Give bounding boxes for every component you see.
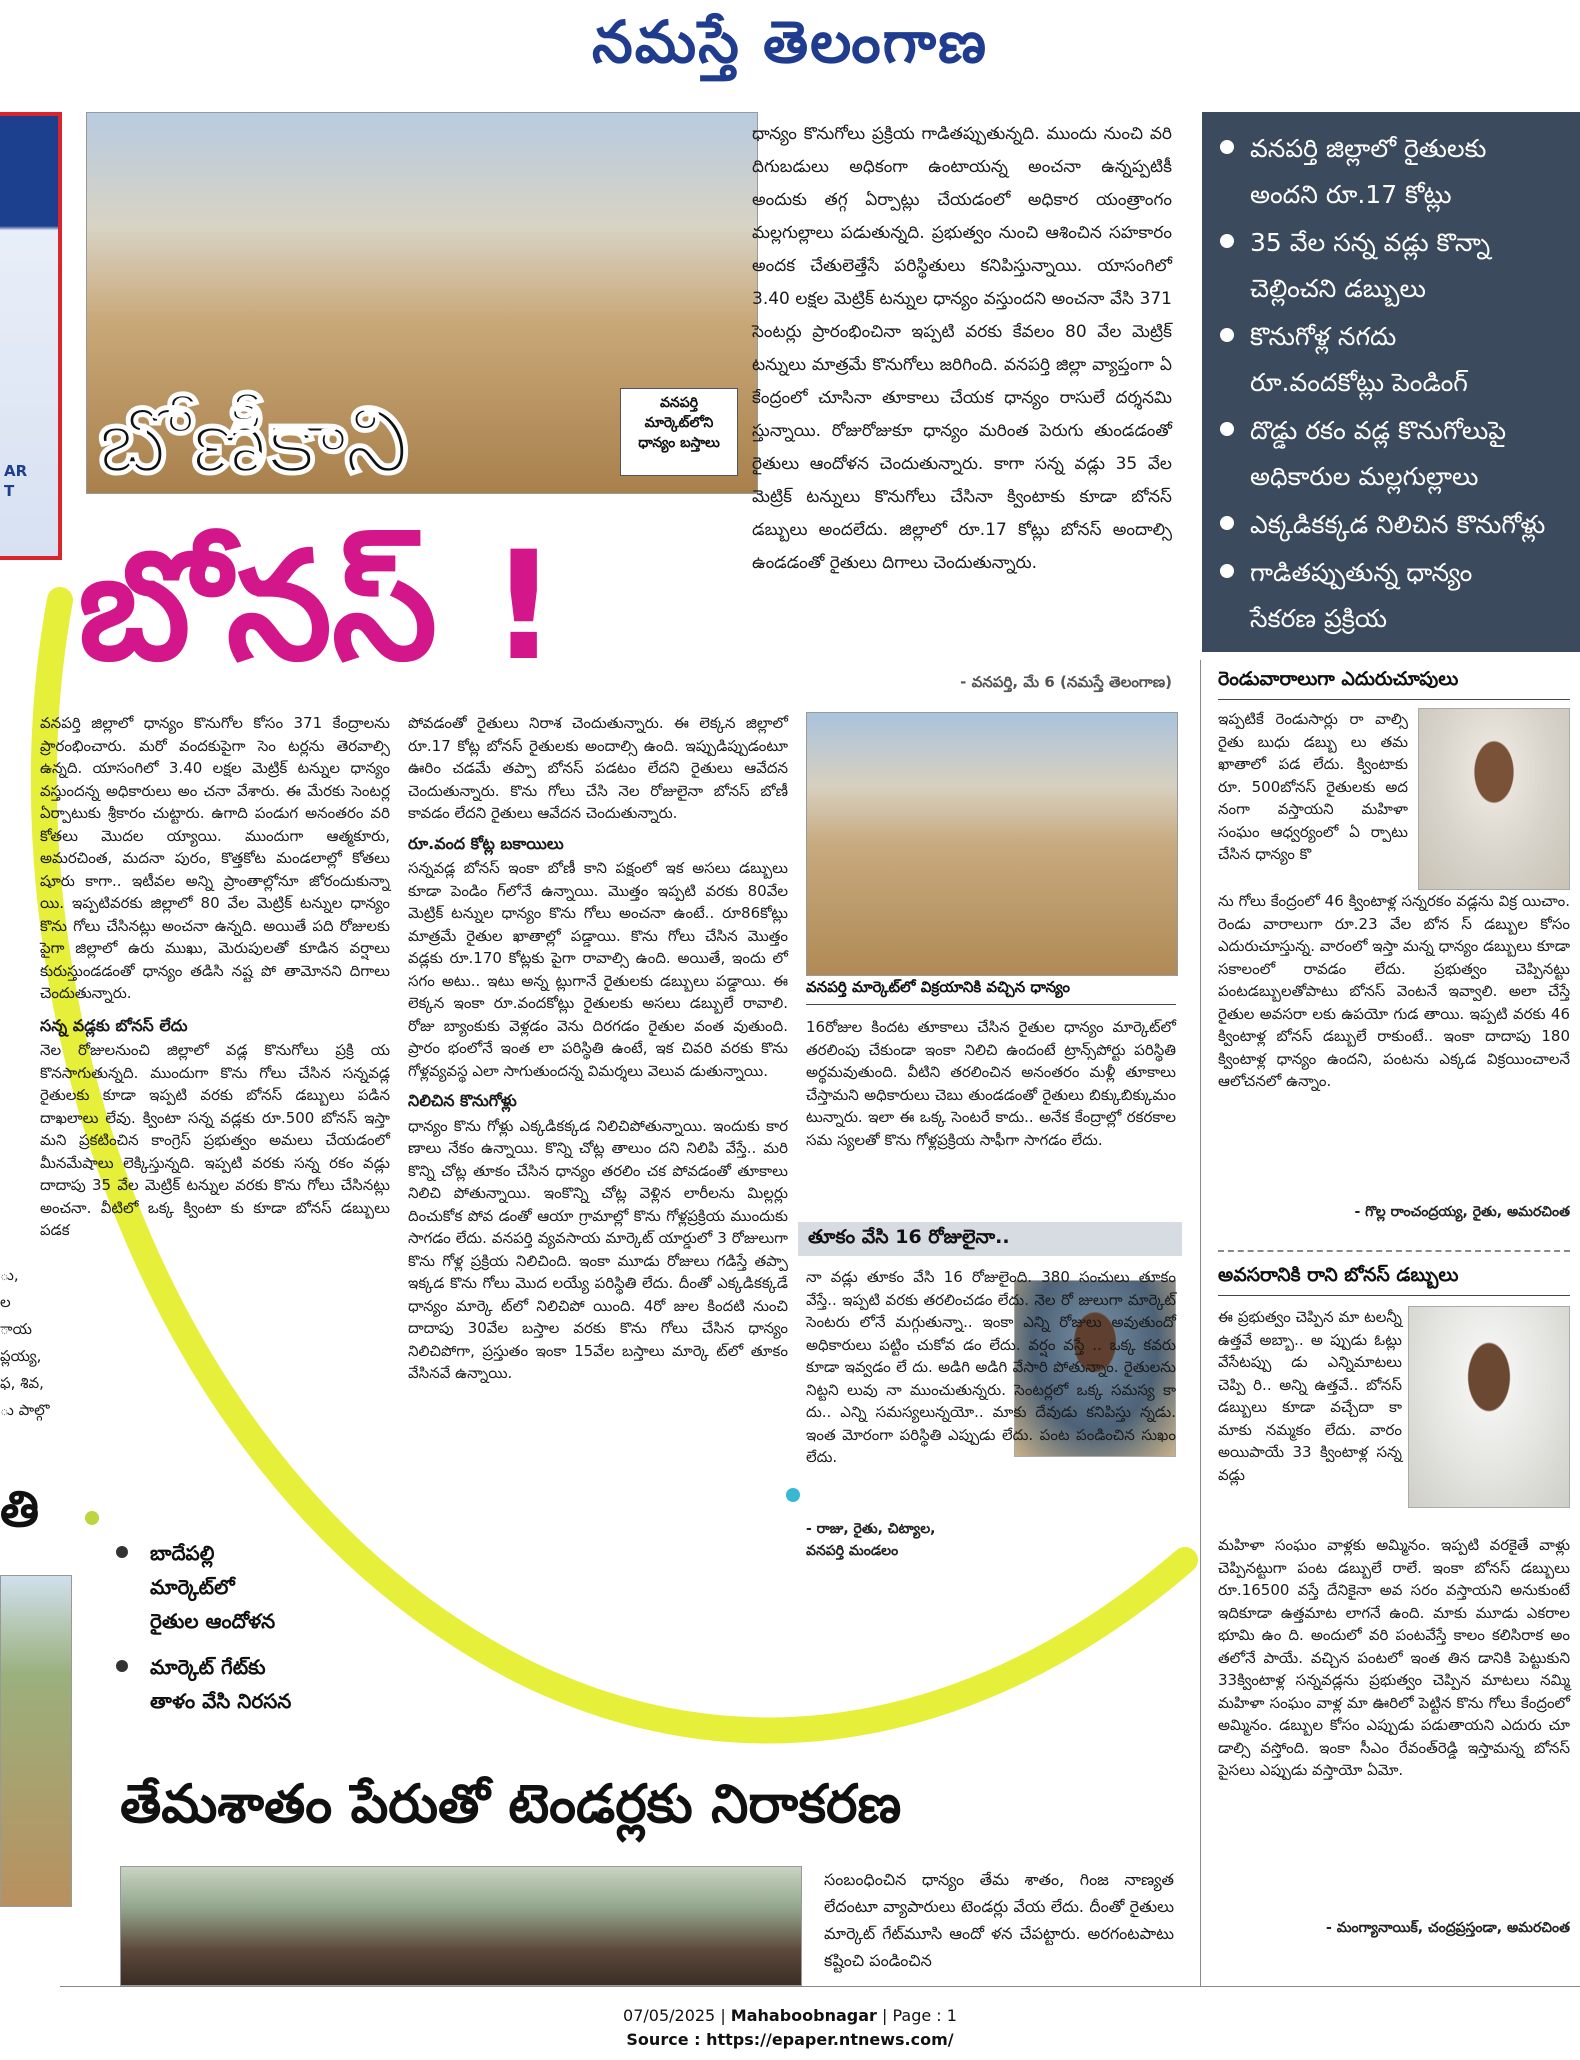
farmer-quote-credit [806, 1518, 935, 1562]
intro-text: ధాన్యం కొనుగోలు ప్రక్రియ గాడితప్పుతున్నది. ముందు నుంచి వరి దిగుబడులు అధికంగా ఉంటాయన్న అంచనా ఉన్నప్పటికీ అందుకు తగ్గ ఏర్పాట్లు చేయడంలో అధికార యంత్రాంగం మల్లగుల్లాలు పడుతున్నది. ప్రభుత్వం నుంచి ఆశించిన సహకారం అందక చేతులెత్తేసే పరిస్థితులు కనిపిస్తున్నాయి. యాసంగిలో 3.40 లక్షల మెట్రిక్ టన్నుల ధాన్యం వస్తుందని అంచనా వేసి 371 సెంటర్లు ప్రారంభించినా ఇప్పటి వరకు కేవలం 80 వేల మెట్రిక్ టన్నులు మాత్రమే కొనుగోలు జరిగింది. వనపర్తి జిల్లా వ్యాప్తంగా ఏ కేంద్రంలో చూసినా తూకాలు చేయక ధాన్యం రాసులే దర్శనమి స్తున్నాయి. రోజురోజుకూ ధాన్యం మరింత పెరుగు తుండడంతో రైతులు ఆందోళన చెందుతున్నారు. కాగా సన్న వడ్లు 35 వేల మెట్రిక్ టన్నులు కొనుగోలు చేసినా క్వింటాకు కూడా బోనస్ డబ్బులు అందలేదు. జిల్లాలో రూ.17 కోట్లు బోనస్ అందాల్సి ఉండడంతో రైతులు దిగాలు చెందుతున్నారు. [752, 124, 1172, 573]
quote1-credit: - గొల్ల రాంచంద్రయ్య, రైతు, అమరచింత [1354, 1204, 1570, 1220]
left-frag-line: ాయ [0, 1320, 32, 1338]
bullet-line: మార్కెట్ గేట్‌కు [150, 1655, 266, 1679]
quote2-text: మహిళా సంఘం వాళ్లకు అమ్మినం. ఇప్పటి వరకైతే వాళ్లు చెప్పినట్టుగా పంట డబ్బులే రాలే. ఇంకా బోనస్ డబ్బులు రూ.16500 వస్తే దేనికైనా అవ సరం వస్తాయని అనుకుంటే ఇదికూడా ఉత్తమాట లాగనే ఉంది. మాకు మూడు ఎకరాల భూమి ఉం ది. అందులో వరి పంటవేస్తే కాలం కలిసిరాక అం తలోనే పాయే. వచ్చిన పంటలో ఇంత తిన డానికి పెట్టుకుని 33క్వింటాళ్ల సన్నవడ్లను ప్రభుత్వం చెప్పిన మాటలు నమ్మి మహిళా సంఘం వాళ్ల మా ఊరిలో పెట్టిన కొను గోలు కేంద్రంలో అమ్మినం. డబ్బుల కోసం ఎప్పుడు పడుతాయని ఎదురు చూ డాల్సి వస్తోంది. ఇంకా సీఎం రేవంత్‌రెడ్డి ఇస్తామన్న బోనస్ పైసలు ఎప్పుడు వస్తాయో ఏమో. [1218, 1536, 1570, 1779]
right-column-rule [1200, 660, 1201, 1986]
bottom-rule [60, 1986, 1580, 1987]
highlight-item [1212, 408, 1570, 500]
highlight-item [1212, 550, 1570, 642]
bullet-line: మార్కెట్‌లో [150, 1575, 235, 1599]
sidebar-highlights [1202, 112, 1580, 652]
footer-line1: 07/05/2025 | Mahaboobnagar | Page : 1 [623, 2006, 957, 2025]
subheading: నిలిచిన కొనుగోళ్లు [408, 1091, 517, 1110]
market-grain-photo [806, 712, 1178, 976]
photo-caption-box [620, 388, 738, 476]
farmer-mangyanaik-photo [1408, 1306, 1570, 1508]
footer-edition: Mahaboobnagar [730, 2006, 877, 2025]
quote-box-2 [1218, 1264, 1570, 1944]
left-frag-line: ప్లయ్య, [0, 1347, 42, 1365]
bullet-dot-icon [1220, 234, 1234, 248]
page-footer [0, 2004, 1580, 2052]
left-ad-fragment [0, 112, 62, 560]
left-photo-fragment [0, 1575, 72, 1907]
footer-date: 07/05/2025 [623, 2006, 716, 2025]
highlight-line: అందని రూ.17 కోట్లు [1250, 180, 1452, 209]
credit-line: వనపర్తి మండలం [806, 1543, 899, 1559]
left-frag-line: ఫ, శివ, [0, 1374, 44, 1392]
left-frag-line: ల [0, 1293, 11, 1311]
bullet-item [110, 1650, 370, 1718]
masthead [0, 0, 1580, 90]
highlight-line: సేకరణ ప్రక్రియ [1250, 604, 1387, 633]
highlight-line: ఎక్కడికక్కడ నిలిచిన కొనుగోళ్లు [1250, 510, 1546, 539]
highlight-line: 35 వేల సన్న వడ్లు కొన్నా [1250, 228, 1490, 257]
headline-line2: బోనస్ ! [78, 520, 558, 694]
left-frag-line: ు పాల్గొ [0, 1401, 50, 1419]
bullet-dot-icon [1220, 328, 1234, 342]
highlight-item [1212, 314, 1570, 406]
masthead-title: నమస్తే తెలంగాణ [592, 8, 988, 76]
caption-divider [806, 1004, 1176, 1005]
protest-bullets [110, 1536, 370, 1718]
paragraph: సన్నవడ్ల బోనస్ ఇంకా బోణీ కాని పక్షంలో ఇక అసలు డబ్బులు కూడా పెండిం గ్‌లోనే ఉన్నాయి. మొత్తం ఇప్పటి వరకు 80వేల మెట్రిక్ టన్నుల ధాన్యం కొను గోలు అంచనా ఉంటే.. రూ86కోట్లు మాత్రమే రైతుల ఖాతాల్లో పడ్డాయి. కొను గోలు చేసిన మొత్తం వడ్లకు రూ.170 కోట్లకు పైగా రావాల్సి ఉంది. అయితే, ఇందు లో సగం అటు.. ఇటు అన్న ట్లుగానే రైతులకు డబ్బులు పడ్డాయి. ఈ లెక్కన ఇంకా రూ.వందకోట్లు రైతులకు అసలు డబ్బులే రావాలి. రోజు బ్యాంకుకు వెళ్లడం వెను దిరగడం రైతుల వంత వుతుంది. ప్రారం భంలోనే ఇంత లా పరిస్థితి ఉంటే, ఇక చివరి వరకు కొను గోళ్లవ్యవస్థ ఎలా సాగుతుందన్న విమర్శలు వెలువ డుతున్నాయి. [408, 859, 788, 1080]
headline-line1: బోణీకాని [98, 387, 409, 494]
highlight-line: వనపర్తి జిల్లాలో రైతులకు [1250, 134, 1487, 163]
bullet-dot-icon [116, 1546, 128, 1558]
highlight-item [1212, 126, 1570, 218]
farmer-quote-box [798, 1222, 1182, 1572]
bullet-item [110, 1536, 370, 1638]
bullet-line: రైతుల ఆందోళన [150, 1609, 276, 1633]
footer-page: Page : 1 [892, 2006, 957, 2025]
quote1-text-top: ఇప్పటికే రెండుసార్లు రా వాల్సి రైతు బుధు డబ్బు లు తమ ఖాతాలో పడ లేదు. క్వింటాకు రూ. 500బోనస్ రైతులకు అద నంగా వస్తాయని మహిళా సంఘం ఆధ్వర్యంలో ఏ ర్పాటు చేసిన ధాన్యం కొ [1218, 710, 1408, 863]
highlight-line: అధికారుల మల్లగుల్లాలు [1250, 462, 1479, 491]
left-ad-line2: T [4, 482, 15, 500]
story2-headline: తేమశాతం పేరుతో టెండర్లకు నిరాకరణ [120, 1774, 902, 1835]
farmer-quote-header [798, 1222, 1182, 1256]
left-big-headline-fragment: తి [0, 1480, 40, 1538]
left-frag-line: ు, [0, 1266, 19, 1284]
paragraph: ధాన్యం కొను గోళ్లు ఎక్కడికక్కడ నిలిచిపోతున్నాయి. ఇందుకు కార ణాలు నేకం ఉన్నాయి. కొన్ని చోట్ల తాలుం దని నిలిపి వేస్తే.. మరి కొన్ని చోట్ల తూకం చేసిన ధాన్యం తరలిం చక పోవడంతో తూకాలు నిలిచి పోతున్నాయి. ఇంకొన్ని చోట్ల వెళ్లిన లారీలను మిల్లర్లు దించుకోక పోవ డంతో ఆయా గ్రామాల్లో కొను గోళ్లప్రక్రియ ముందుకు సాగడం లేదు. వనపర్తి వ్యవసాయ మార్కెట్ యార్డులో 3 రోజులుగా కొను గోళ్ల ప్రక్రియ నిలిచింది. ఇంకా మూడు రోజులు గడిస్తే తప్పా ఇక్కడ కొను గోలు మొద లయ్యే పరిస్థితి లేదు. దీంతో ఎక్కడికక్కడే ధాన్యం మార్కె ట్‌లో నిలిచిపో యింది. 4రో జుల కిందటి నుంచి దాదాపు 30వేల బస్తాల వరకు కొను గోలు చేసిన ధాన్యం నిలిచిపోగా, ప్రస్తుతం ఇంకా 15వేల బస్తాలు మార్కె ట్‌లో తూకం వేసినవే ఉన్నాయి. [408, 1116, 788, 1382]
highlight-line: దొడ్డు రకం వడ్ల కొనుగోలుపై [1250, 416, 1506, 445]
quote-box-1 [1218, 668, 1570, 1228]
paragraph: వనపర్తి జిల్లాలో ధాన్యం కొనుగోల కోసం 371 కేంద్రాలను ప్రారంభించారు. మరో వందకుపైగా సెం టర్లను తెరవాల్సి ఉన్నది. యాసంగిలో 3.40 లక్షల మెట్రిక్ టన్నుల ధాన్యం వస్తుందన్న అధికారులు అం చనా వేశారు. ఈ మేరకు సెంటర్ల ఏర్పాటుకు శ్రీకారం చుట్టారు. ఉగాది పండుగ అనంతరం వరి కోతలు మొదల య్యాయి. ముందుగా ఆత్మకూరు, అమరచింత, మదనా పురం, కొత్తకోట మండలాల్లో కోతలు షూరు కాగా.. ఇటీవల అన్ని ప్రాంతాల్లోనూ జోరందుకున్నా యి. ఇప్పటివరకు జిల్లాలో 80 వేల మెట్రిక్ టన్నుల ధాన్యం కొను గోలు చేసినట్లు అంచనా ఉన్నది. అయితే పది రోజులకు పైగా జిల్లాలో ఉరు ముఖు, మెరుపులతో కూడిన వర్షాలు కురుస్తుండడంతో ధాన్యం తడిసి నష్ట పో తామోనని దిగాలు చెందుతున్నారు. [40, 714, 390, 1002]
farmer-ramachandraiah-photo [1418, 708, 1570, 890]
highlight-item [1212, 220, 1570, 312]
quote2-title: అవసరానికి రాని బోనస్ డబ్బులు [1218, 1264, 1570, 1296]
quote1-text: ను గోలు కేంద్రంలో 46 క్వింటాళ్ల సన్నరకం వడ్లను విక్ర యిచాం. రెండు వారాలుగా రూ.23 వేల బోన స్ డబ్బుల కోసం ఎదురుచూస్తున్న. వారంలో ఇస్తా మన్న ధాన్యం డబ్బులు కూడా సకాలంలో రావడం లేదు. ప్రభుత్వం చెప్పినట్టు పంటడబ్బులతోపాటు బోనస్ వెంటనే ఇవ్వాలి. అలా చేస్తే రైతుల అవసరా లకు ఉపయో గుడ తాయి. ఇప్పటి వరకు 46 క్వింటాళ్ల బోనస్ డబ్బులే రాకుంటే.. ఇంకా దాదాపు 180 క్వింటాళ్ల ధాన్యం ఉందని, పంటను ఎక్కడ విక్రయించాలనే ఆలోచనలో ఉన్నాం. [1218, 892, 1570, 1090]
story-column-3: 16రోజుల కిందట తూకాలు చేసిన రైతుల ధాన్యం మార్కెట్‌లో తరలింపు చేకుండా ఇంకా నిలిచి ఉందంటే ట్రాన్స్‌పోర్టు పరిస్థితి అర్థమవుతుంది. వీటిని తరలించిన అనంతరం మళ్లీ తూకాలు చేస్తామని అధికారులు చెబు తుండడంతో రైతులు బిక్కుబిక్కుమం టున్నారు. ఇలా ఈ ఒక్క సెంటరే కాదు.. అనేక కేంద్రాల్లో రకరకాల సమ స్యలతో కొను గోళ్లప్రక్రియ సాఫీగా సాగడం లేదు. [806, 1018, 1176, 1149]
paragraph: నెల రోజులనుంచి జిల్లాలో వడ్ల కొనుగోలు ప్రక్రి య కొనసాగుతున్నది. ముందుగా కొను గోలు చేసిన సన్నవడ్ల రైతులకు కూడా ఇప్పటి వరకు బోనస్ డబ్బులు పడిన దాఖలాలు లేవు. క్వింటా సన్న వడ్లకు రూ.500 బోనస్ ఇస్తా మని ప్రకటించిన కాంగ్రెస్ ప్రభుత్వం అమలు చేయడంలో మీనమేషాలు లెక్కిస్తున్నది. ఇప్పటి వరకు సన్న రకం వడ్లు దాదాపు 35 వేల మెట్రిక్ టన్నుల వరకు కొను గోలు చేసినట్లు అంచనా. వీటిలో ఒక్క క్వింటా కు కూడా బోనస్ డబ్బులు పడక [40, 1041, 390, 1239]
quote1-title: రెండువారాలుగా ఎదురుచూపులు [1218, 668, 1570, 700]
left-ad-line1: AR [4, 462, 28, 480]
highlight-line: గాడితప్పుతున్న ధాన్యం [1250, 558, 1473, 587]
footer-source[interactable]: Source : https://epaper.ntnews.com/ [626, 2030, 954, 2049]
bullet-dot-icon [1220, 564, 1234, 578]
highlight-item [1212, 502, 1570, 548]
farmer-quote-title: తూకం వేసి 16 రోజులైనా.. [808, 1226, 1010, 1248]
quote2-credit: - మంగ్యానాయిక్, చంద్రప్రస్తండా, అమరచింత [1326, 1920, 1570, 1936]
highlight-line: కొనుగోళ్ల నగదు [1250, 322, 1397, 351]
dateline: - వనపర్తి, మే 6 (నమస్తే తెలంగాణ) [960, 673, 1172, 691]
subheading: రూ.వంద కోట్ల బకాయిలు [408, 833, 564, 853]
bullet-dot-icon [116, 1660, 128, 1672]
farmer-quote-text: నా వడ్లు తూకం వేసి 16 రోజులైంది. 380 సంచులు తూకం వేస్తే.. ఇప్పటి వరకు తరలించడం లేదు. నెల రో జులుగా మార్కెట్ సెంటరు లోనే మగ్గుతున్నా.. ఇంకా ఎన్ని రోజులు అవుతుందో అధికారులు పట్టిం చుకోవ డం లేదు. వర్షం వస్తే .. ఒక్క కవరు కూడా ఇవ్వడం లే దు. అడిగి అడిగి వేసారి పోతున్నాం. రైతులను నిట్టని లువు నా ముంచుతున్నరు. సెంటర్లలో ఒక్క సమస్య కా దు.. ఎన్ని సమస్యలున్నయో.. మాకు దేవుడు కనిపిస్తు న్నడు. ఇంత మోరంగా పరిస్థితి ఎప్పుడు లేదు. పంట పండించిన సుఖం లేదు. [806, 1268, 1176, 1466]
story2-text: సంబంధించిన ధాన్యం తేమ శాతం, గింజ నాణ్యత లేదంటూ వ్యాపారులు టెండర్లు వేయ లేదు. దీంతో రైతులు మార్కెట్ గేట్‌మూసి ఆందో ళన చేపట్టారు. అరగంటపాటు కష్టించి పండించిన [824, 1870, 1174, 1970]
paragraph: పోవడంతో రైతులు నిరాశ చెందుతున్నారు. ఈ లెక్కన జిల్లాలో రూ.17 కోట్ల బోనస్ రైతులకు అందాల్సి ఉంది. ఇప్పుడిప్పుడంటూ ఊరిం చడమే తప్పా బోనస్ పడటం లేదని రైతులు ఆవేదన చెందుతున్నారు. కొను గోలు చేసి నెల రోజులైనా బోనస్ బోణీ కావడం లేదని రైతులు ఆవేదన చెందుతున్నారు. [408, 714, 788, 822]
story-column-1 [40, 712, 390, 1242]
bullet-line: తాళం వేసి నిరసన [150, 1689, 292, 1713]
bullet-dot-icon [1220, 516, 1234, 530]
swoosh-dot-1 [85, 1511, 99, 1525]
story-column-2 [408, 712, 788, 1385]
quote2-text-top: ఈ ప్రభుత్వం చెప్పిన మా టలన్నీ ఉత్తవే అబ్బా.. అ ప్పుడు ఓట్లు వేసేటప్పు డు ఎన్నిమాటలు చెప్పి రి.. అన్ని ఉత్తవే.. బోనస్ డబ్బులు కూడా వచ్చేదా కా మాకు నమ్మకం లేదు. వారం అయిపాయే 33 క్వింటాళ్ల సన్న వడ్లు [1218, 1308, 1402, 1484]
bullet-dot-icon [1220, 140, 1234, 154]
credit-line: - రాజు, రైతు, చిట్యాల, [806, 1521, 936, 1537]
quote-divider [1218, 1250, 1570, 1252]
left-ad-text [4, 461, 27, 501]
left-edge-fragments [0, 1262, 70, 1424]
protest-crowd-photo [120, 1866, 802, 1986]
subheading: సన్న వడ్లకు బోనస్ లేదు [40, 1015, 188, 1035]
market-photo-caption: వనపర్తి మార్కెట్‌లో విక్రయానికి వచ్చిన ధాన్యం [806, 978, 1070, 996]
bullet-line: బాదేపల్లి [150, 1541, 215, 1565]
highlight-line: చెల్లించని డబ్బులు [1250, 274, 1426, 303]
bullet-dot-icon [1220, 422, 1234, 436]
photo-caption: వనపర్తి మార్కెట్‌లోని ధాన్యం బస్తాలు [638, 395, 720, 451]
highlight-line: రూ.వందకోట్లు పెండింగ్ [1250, 368, 1468, 397]
